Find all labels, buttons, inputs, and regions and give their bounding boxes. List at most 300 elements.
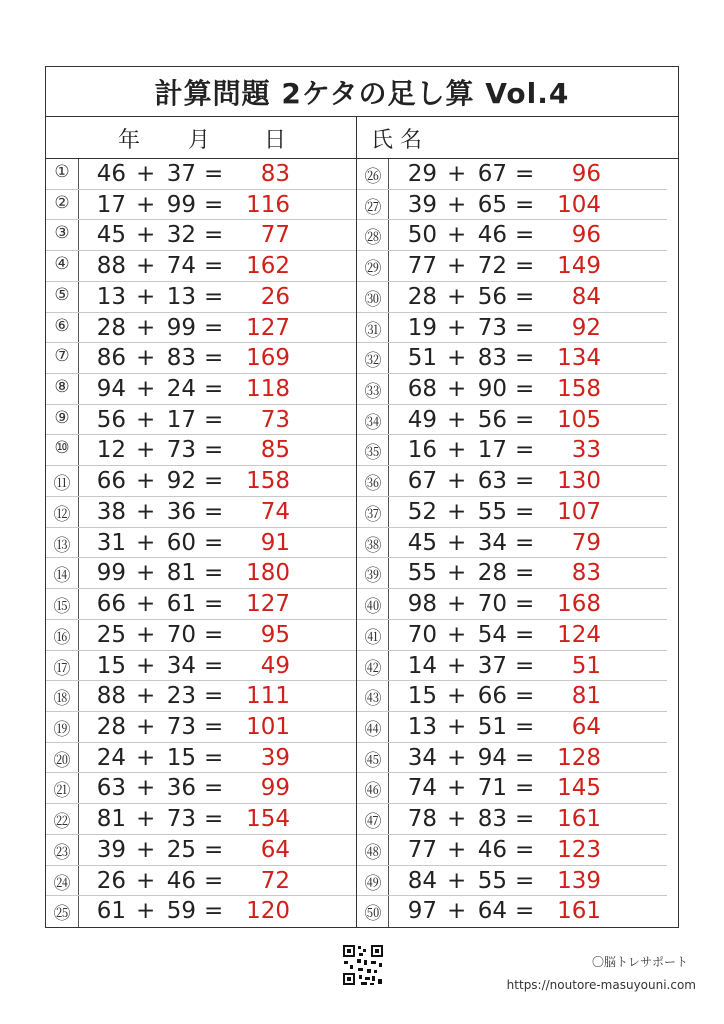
answer: 64 xyxy=(571,713,601,740)
equals-sign: = xyxy=(204,591,224,618)
problem-number: ③ xyxy=(54,223,70,244)
addend-a: 17 xyxy=(96,191,126,218)
problem-number: ㉖ xyxy=(364,167,382,187)
problem-row xyxy=(357,589,667,620)
answer: 64 xyxy=(260,836,290,863)
plus-sign: + xyxy=(136,867,156,894)
addend-b: 73 xyxy=(477,314,507,341)
answer: 162 xyxy=(246,253,290,280)
addend-a: 34 xyxy=(407,744,437,771)
addend-a: 49 xyxy=(407,406,437,433)
plus-sign: + xyxy=(447,713,467,740)
addend-b: 23 xyxy=(166,683,196,710)
addend-b: 73 xyxy=(166,806,196,833)
addend-b: 37 xyxy=(477,652,507,679)
addend-b: 70 xyxy=(477,591,507,618)
equals-sign: = xyxy=(204,376,224,403)
problem-row xyxy=(46,620,356,651)
addend-b: 73 xyxy=(166,713,196,740)
answer: 139 xyxy=(557,867,601,894)
addend-b: 46 xyxy=(477,836,507,863)
answer: 161 xyxy=(557,898,601,925)
plus-sign: + xyxy=(447,529,467,556)
addend-a: 81 xyxy=(96,806,126,833)
problem-number: ⑧ xyxy=(54,377,70,398)
answer: 145 xyxy=(557,775,601,802)
plus-sign: + xyxy=(447,867,467,894)
equals-sign: = xyxy=(515,713,535,740)
answer: 127 xyxy=(246,591,290,618)
answer: 105 xyxy=(557,406,601,433)
plus-sign: + xyxy=(447,898,467,925)
answer: 169 xyxy=(246,345,290,372)
site-url: https://noutore-masuyouni.com xyxy=(506,978,696,992)
plus-sign: + xyxy=(136,222,156,249)
addend-a: 51 xyxy=(407,345,437,372)
answer: 72 xyxy=(260,867,290,894)
addend-a: 77 xyxy=(407,836,437,863)
addend-a: 63 xyxy=(96,775,126,802)
page-title: 計算問題 2ケタの足し算 Vol.4 xyxy=(46,67,678,117)
addend-a: 39 xyxy=(407,191,437,218)
answer: 95 xyxy=(260,621,290,648)
addend-b: 36 xyxy=(166,498,196,525)
answer: 39 xyxy=(260,744,290,771)
problem-row xyxy=(357,712,667,743)
answer: 107 xyxy=(557,498,601,525)
answer: 92 xyxy=(571,314,601,341)
problem-row xyxy=(46,896,356,927)
answer: 120 xyxy=(246,898,290,925)
problem-row xyxy=(46,190,356,221)
addend-b: 60 xyxy=(166,529,196,556)
addend-a: 94 xyxy=(96,376,126,403)
addend-a: 45 xyxy=(96,222,126,249)
problem-row xyxy=(357,497,667,528)
addend-b: 34 xyxy=(166,652,196,679)
equals-sign: = xyxy=(204,406,224,433)
plus-sign: + xyxy=(447,621,467,648)
answer: 154 xyxy=(246,806,290,833)
problem-number: ㊱ xyxy=(364,474,382,495)
problem-row xyxy=(357,343,667,374)
plus-sign: + xyxy=(136,591,156,618)
equals-sign: = xyxy=(515,621,535,648)
plus-sign: + xyxy=(447,560,467,587)
brand-label: 〇脳トレサポート xyxy=(591,955,688,969)
addend-b: 67 xyxy=(477,161,507,187)
problem-column-left xyxy=(46,159,356,927)
plus-sign: + xyxy=(447,406,467,433)
equals-sign: = xyxy=(515,376,535,403)
problem-row xyxy=(46,866,356,897)
addend-b: 72 xyxy=(477,253,507,280)
problem-row xyxy=(357,466,667,497)
answer: 101 xyxy=(246,713,290,740)
equals-sign: = xyxy=(204,314,224,341)
addend-b: 36 xyxy=(166,775,196,802)
addend-b: 37 xyxy=(166,161,196,187)
addend-a: 15 xyxy=(407,683,437,710)
problem-row xyxy=(357,190,667,221)
problem-row xyxy=(46,681,356,712)
problem-row xyxy=(46,528,356,559)
problem-number: ⑥ xyxy=(54,315,70,336)
problem-number: ⑦ xyxy=(54,346,70,367)
problem-number: ㊼ xyxy=(364,812,382,833)
answer: 84 xyxy=(571,283,601,310)
plus-sign: + xyxy=(136,775,156,802)
addend-b: 46 xyxy=(477,222,507,249)
addend-a: 86 xyxy=(96,345,126,372)
answer: 77 xyxy=(260,222,290,249)
problem-row xyxy=(357,282,667,313)
problem-row xyxy=(46,343,356,374)
answer: 91 xyxy=(260,529,290,556)
addend-b: 64 xyxy=(477,898,507,925)
addend-a: 56 xyxy=(96,406,126,433)
addend-a: 29 xyxy=(407,161,437,187)
problem-row xyxy=(46,405,356,436)
addend-a: 28 xyxy=(96,314,126,341)
equals-sign: = xyxy=(204,744,224,771)
addend-a: 31 xyxy=(96,529,126,556)
addend-a: 99 xyxy=(96,560,126,587)
addend-b: 90 xyxy=(477,376,507,403)
addend-b: 66 xyxy=(477,683,507,710)
equals-sign: = xyxy=(515,283,535,310)
addend-b: 13 xyxy=(166,283,196,310)
answer: 51 xyxy=(571,652,601,679)
addend-b: 63 xyxy=(477,468,507,495)
plus-sign: + xyxy=(447,498,467,525)
addend-b: 59 xyxy=(166,898,196,925)
answer: 127 xyxy=(246,314,290,341)
equals-sign: = xyxy=(515,652,535,679)
equals-sign: = xyxy=(515,314,535,341)
addend-b: 83 xyxy=(166,345,196,372)
answer: 81 xyxy=(571,683,601,710)
problem-row xyxy=(357,620,667,651)
worksheet xyxy=(45,66,679,928)
problem-row xyxy=(357,405,667,436)
problem-number: ㉚ xyxy=(364,289,382,310)
equals-sign: = xyxy=(204,652,224,679)
answer: 49 xyxy=(260,652,290,679)
addend-a: 98 xyxy=(407,591,437,618)
plus-sign: + xyxy=(447,345,467,372)
answer: 149 xyxy=(557,253,601,280)
answer: 130 xyxy=(557,468,601,495)
addend-b: 15 xyxy=(166,744,196,771)
plus-sign: + xyxy=(136,529,156,556)
plus-sign: + xyxy=(447,683,467,710)
equals-sign: = xyxy=(204,713,224,740)
answer: 79 xyxy=(571,529,601,556)
plus-sign: + xyxy=(136,713,156,740)
addend-a: 39 xyxy=(96,836,126,863)
answer: 99 xyxy=(260,775,290,802)
problem-number: ① xyxy=(54,162,70,182)
addend-b: 56 xyxy=(477,283,507,310)
plus-sign: + xyxy=(136,806,156,833)
plus-sign: + xyxy=(136,191,156,218)
answer: 111 xyxy=(246,683,290,710)
problem-row xyxy=(46,159,356,190)
problem-number: ㊹ xyxy=(364,719,382,740)
equals-sign: = xyxy=(515,161,535,187)
addend-b: 61 xyxy=(166,591,196,618)
equals-sign: = xyxy=(515,683,535,710)
addend-b: 55 xyxy=(477,867,507,894)
problem-number: ㉜ xyxy=(364,351,382,372)
plus-sign: + xyxy=(136,253,156,280)
answer: 158 xyxy=(246,468,290,495)
plus-sign: + xyxy=(136,406,156,433)
problem-row xyxy=(357,374,667,405)
problem-row xyxy=(357,251,667,282)
problem-row xyxy=(46,558,356,589)
equals-sign: = xyxy=(204,898,224,925)
addend-a: 70 xyxy=(407,621,437,648)
answer: 128 xyxy=(557,744,601,771)
problem-column-right xyxy=(357,159,667,927)
problem-number: ⑲ xyxy=(53,719,71,740)
equals-sign: = xyxy=(204,775,224,802)
problem-number: ㉙ xyxy=(364,259,382,280)
answer: 124 xyxy=(557,621,601,648)
problem-row xyxy=(357,651,667,682)
month-label: 月 xyxy=(188,128,211,153)
answer: 85 xyxy=(260,437,290,464)
answer: 74 xyxy=(260,498,290,525)
addend-a: 46 xyxy=(96,161,126,187)
equals-sign: = xyxy=(204,683,224,710)
answer: 158 xyxy=(557,376,601,403)
addend-b: 81 xyxy=(166,560,196,587)
plus-sign: + xyxy=(136,437,156,464)
problem-number: ⑱ xyxy=(53,689,71,710)
addend-a: 66 xyxy=(96,591,126,618)
problem-row xyxy=(46,282,356,313)
addend-a: 19 xyxy=(407,314,437,341)
problem-row xyxy=(357,804,667,835)
equals-sign: = xyxy=(515,222,535,249)
equals-sign: = xyxy=(204,836,224,863)
problem-number: ㊳ xyxy=(364,535,382,556)
answer: 96 xyxy=(571,161,601,187)
addend-b: 55 xyxy=(477,498,507,525)
addend-a: 88 xyxy=(96,683,126,710)
equals-sign: = xyxy=(515,437,535,464)
equals-sign: = xyxy=(515,806,535,833)
answer: 26 xyxy=(260,283,290,310)
equals-sign: = xyxy=(515,345,535,372)
plus-sign: + xyxy=(447,775,467,802)
equals-sign: = xyxy=(204,222,224,249)
equals-sign: = xyxy=(204,161,224,187)
problem-row xyxy=(357,896,667,927)
plus-sign: + xyxy=(136,283,156,310)
addend-b: 34 xyxy=(477,529,507,556)
addend-b: 25 xyxy=(166,836,196,863)
problem-row xyxy=(357,313,667,344)
day-label: 日 xyxy=(264,128,287,153)
problem-number: ⑤ xyxy=(54,284,70,305)
plus-sign: + xyxy=(136,744,156,771)
plus-sign: + xyxy=(447,437,467,464)
addend-b: 92 xyxy=(166,468,196,495)
addend-b: 32 xyxy=(166,222,196,249)
equals-sign: = xyxy=(204,529,224,556)
equals-sign: = xyxy=(515,253,535,280)
answer: 104 xyxy=(557,191,601,218)
plus-sign: + xyxy=(447,468,467,495)
problem-number: ㊻ xyxy=(364,781,382,802)
problem-number: ㉕ xyxy=(53,904,71,925)
equals-sign: = xyxy=(204,867,224,894)
problem-number: ㉒ xyxy=(53,812,71,833)
problem-row xyxy=(357,159,667,190)
problem-row xyxy=(46,743,356,774)
problem-row xyxy=(357,681,667,712)
addend-a: 74 xyxy=(407,775,437,802)
addend-a: 50 xyxy=(407,222,437,249)
problem-number: ㊾ xyxy=(364,873,382,894)
addend-a: 88 xyxy=(96,253,126,280)
problem-number: ㉗ xyxy=(364,197,382,218)
addend-a: 26 xyxy=(96,867,126,894)
problem-grid xyxy=(46,159,678,927)
problem-row xyxy=(46,251,356,282)
problem-number: ㊽ xyxy=(364,842,382,863)
answer: 118 xyxy=(246,376,290,403)
equals-sign: = xyxy=(204,498,224,525)
problem-row xyxy=(46,773,356,804)
name-label: 氏 名 xyxy=(371,128,422,153)
problem-row xyxy=(357,773,667,804)
plus-sign: + xyxy=(136,683,156,710)
addend-a: 45 xyxy=(407,529,437,556)
addend-a: 13 xyxy=(407,713,437,740)
plus-sign: + xyxy=(136,560,156,587)
problem-row xyxy=(357,743,667,774)
plus-sign: + xyxy=(447,191,467,218)
addend-b: 56 xyxy=(477,406,507,433)
equals-sign: = xyxy=(204,560,224,587)
plus-sign: + xyxy=(447,222,467,249)
equals-sign: = xyxy=(204,437,224,464)
plus-sign: + xyxy=(136,652,156,679)
addend-b: 94 xyxy=(477,744,507,771)
equals-sign: = xyxy=(515,591,535,618)
plus-sign: + xyxy=(447,376,467,403)
equals-sign: = xyxy=(515,468,535,495)
equals-sign: = xyxy=(515,775,535,802)
addend-b: 83 xyxy=(477,345,507,372)
addend-b: 73 xyxy=(166,437,196,464)
addend-b: 46 xyxy=(166,867,196,894)
problem-number: ㉟ xyxy=(364,443,382,464)
addend-a: 52 xyxy=(407,498,437,525)
plus-sign: + xyxy=(136,621,156,648)
answer: 168 xyxy=(557,591,601,618)
plus-sign: + xyxy=(447,652,467,679)
addend-a: 13 xyxy=(96,283,126,310)
addend-a: 16 xyxy=(407,437,437,464)
date-field xyxy=(46,117,356,158)
problem-row xyxy=(46,374,356,405)
addend-b: 99 xyxy=(166,314,196,341)
answer: 73 xyxy=(260,406,290,433)
problem-number: ㊴ xyxy=(364,566,382,587)
problem-row xyxy=(46,589,356,620)
problem-number: ⑪ xyxy=(53,474,71,495)
problem-number: ㊸ xyxy=(364,689,382,710)
plus-sign: + xyxy=(447,744,467,771)
addend-a: 61 xyxy=(96,898,126,925)
answer: 96 xyxy=(571,222,601,249)
answer: 83 xyxy=(571,560,601,587)
header-row xyxy=(46,117,678,159)
problem-row xyxy=(357,866,667,897)
problem-number: ② xyxy=(54,192,70,213)
header-divider xyxy=(356,117,357,158)
equals-sign: = xyxy=(515,744,535,771)
equals-sign: = xyxy=(515,867,535,894)
problem-row xyxy=(46,466,356,497)
problem-number: ⑫ xyxy=(53,504,71,525)
problem-row xyxy=(46,435,356,466)
addend-a: 28 xyxy=(407,283,437,310)
plus-sign: + xyxy=(136,836,156,863)
equals-sign: = xyxy=(515,898,535,925)
problem-number: ㉛ xyxy=(364,320,382,341)
problem-number: ㊷ xyxy=(364,658,382,679)
addend-b: 54 xyxy=(477,621,507,648)
plus-sign: + xyxy=(447,591,467,618)
equals-sign: = xyxy=(204,283,224,310)
addend-a: 12 xyxy=(96,437,126,464)
problem-row xyxy=(357,220,667,251)
addend-a: 66 xyxy=(96,468,126,495)
addend-a: 78 xyxy=(407,806,437,833)
addend-a: 25 xyxy=(96,621,126,648)
equals-sign: = xyxy=(515,406,535,433)
plus-sign: + xyxy=(447,836,467,863)
addend-b: 17 xyxy=(477,437,507,464)
plus-sign: + xyxy=(447,283,467,310)
year-label: 年 xyxy=(118,128,141,153)
addend-a: 38 xyxy=(96,498,126,525)
problem-number: ⑨ xyxy=(54,407,70,428)
problem-number: ⑰ xyxy=(53,658,71,679)
problem-row xyxy=(357,558,667,589)
addend-b: 83 xyxy=(477,806,507,833)
equals-sign: = xyxy=(204,253,224,280)
plus-sign: + xyxy=(447,314,467,341)
problem-number: ⑩ xyxy=(54,438,70,459)
problem-number: ㉘ xyxy=(364,228,382,249)
qr-code-icon xyxy=(341,943,385,987)
addend-b: 17 xyxy=(166,406,196,433)
addend-a: 14 xyxy=(407,652,437,679)
problem-number: ㊵ xyxy=(364,597,382,618)
problem-row xyxy=(46,313,356,344)
problem-row xyxy=(46,497,356,528)
problem-row xyxy=(46,835,356,866)
equals-sign: = xyxy=(515,191,535,218)
